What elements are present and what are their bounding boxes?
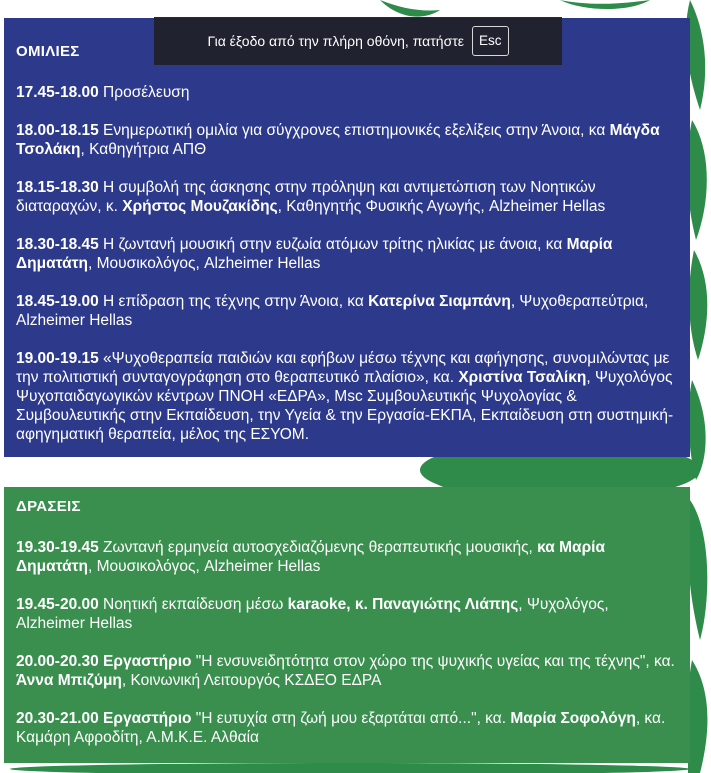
talk-time: 18.15-18.30 xyxy=(16,179,99,196)
talk-text: «Ψυχοθεραπεία παιδιών και εφήβων μέσω τέχνης και αφήγησης, συνομιλώντας με την πολιτιστική συνταγογράφηση στο θεραπευτικό πλαίσιο», κα. xyxy=(16,350,670,386)
action-time: 19.30-19.45 xyxy=(16,539,99,556)
action-time: 20.30-21.00 Εργαστήριο xyxy=(16,710,192,727)
talks-panel xyxy=(4,18,690,457)
foliage-blob xyxy=(10,763,690,773)
speaker-role: , Ψυχοθεραπεύτρια, Alzheimer Hellas xyxy=(16,293,649,329)
speaker-name: Μάγδα Τσολάκη xyxy=(16,122,660,158)
leaf-shape xyxy=(689,250,707,360)
speaker-name: Άννα Μπιζύμη xyxy=(16,672,122,689)
speaker-role: , Μουσικολόγος, Alzheimer Hellas xyxy=(88,558,321,575)
speaker-role: , Ψυχολόγος Ψυχοπαιδαγωγικών κέντρων ΠΝΟΗ «ΕΔΡΑ», Msc Συμβουλευτικής Ψυχολογίας & Συμβουλευτικής στην Εκπαίδευση, την Υγεία & την Εργασία-ΕΚΠΑ, Εκπαίδευση στη συστημική-αφηγηματική θεραπεία, μέλος της ΕΣΥΟΜ. xyxy=(16,369,674,443)
talk-text: Η συμβολή της άσκησης στην πρόληψη και αντιμετώπιση των Νοητικών διαταραχών, κ. xyxy=(16,179,596,215)
talk-text: Ενημερωτική ομιλία για σύγχρονες επιστημονικές εξελίξεις στην Άνοια, κα xyxy=(98,122,610,139)
fullscreen-exit-notice xyxy=(154,17,562,65)
talk-text: Προσέλευση xyxy=(98,84,190,101)
speaker-name: Μαρία Σοφολόγη xyxy=(510,710,636,727)
talk-time: 17.45-18.00 xyxy=(16,84,99,101)
action-text: "Η ενσυνειδητότητα στον χώρο της ψυχικής υγείας και της τέχνης", κα. xyxy=(191,653,675,670)
talk-text: Η ζωντανή μουσική στην ευζωία ατόμων τρίτης ηλικίας με άνοια, κα xyxy=(98,236,567,253)
speaker-role: , Ψυχολόγος, Alzheimer Hellas xyxy=(16,596,609,632)
talk-entry xyxy=(16,292,678,330)
action-text: "Η ευτυχία στη ζωή μου εξαρτάται από...", κα. xyxy=(191,710,511,727)
action-text: Ζωντανή ερμηνεία αυτοσχεδιαζόμενης θεραπευτικής μουσικής, xyxy=(98,539,538,556)
leaf-shape xyxy=(560,0,650,9)
talk-time: 18.00-18.15 xyxy=(16,122,99,139)
talk-text: Η επίδραση της τέχνης στην Άνοια, κα xyxy=(98,293,369,310)
speaker-name: Χρήστος Μουζακίδης xyxy=(122,198,278,215)
leaf-shape xyxy=(380,0,440,17)
esc-key-button[interactable]: Esc xyxy=(472,26,509,56)
talk-time: 18.30-18.45 xyxy=(16,236,99,253)
action-entry xyxy=(16,709,678,747)
talk-time: 18.45-19.00 xyxy=(16,293,99,310)
talks-section-title: ΟΜΙΛΙΕΣ xyxy=(16,43,80,60)
talk-entry xyxy=(16,349,678,444)
speaker-name: Κατερίνα Σιαμπάνη xyxy=(368,293,511,310)
leaf-shape xyxy=(688,500,708,640)
speaker-role: , Κοινωνική Λειτουργός ΚΣΔΕΟ ΕΔΡΑ xyxy=(121,672,382,689)
speaker-name: karaoke, κ. Παναγιώτης Λιάπης xyxy=(287,596,519,613)
fullscreen-message: Για έξοδο από την πλήρη οθόνη, πατήστε xyxy=(207,33,464,49)
actions-section-title: ΔΡΑΣΕΙΣ xyxy=(16,498,81,515)
talk-entry xyxy=(16,178,678,216)
leaf-shape xyxy=(687,120,707,240)
action-time: 19.45-20.00 xyxy=(16,596,99,613)
action-time: 20.00-20.30 Εργαστήριο xyxy=(16,653,192,670)
action-entry xyxy=(16,595,678,633)
talk-entry xyxy=(16,83,678,102)
speaker-role: , κα. Καμάρη Αφροδίτη, Α.Μ.Κ.Ε. Αλθαία xyxy=(16,710,666,746)
talk-entry xyxy=(16,121,678,159)
action-entry xyxy=(16,652,678,690)
actions-panel xyxy=(4,487,690,763)
speaker-role: , Μουσικολόγος, Alzheimer Hellas xyxy=(88,255,321,272)
speaker-role: , Καθηγήτρια ΑΠΘ xyxy=(80,141,207,158)
action-text: Νοητική εκπαίδευση μέσω xyxy=(98,596,288,613)
speaker-name: κα Μαρία Δηματάτη xyxy=(16,539,605,575)
leaf-shape xyxy=(688,660,708,773)
talk-time: 19.00-19.15 xyxy=(16,350,99,367)
action-entry xyxy=(16,538,678,576)
speaker-name: Χριστίνα Τσαλίκη xyxy=(458,369,587,386)
speaker-name: Μαρία Δηματάτη xyxy=(16,236,613,272)
speaker-role: , Καθηγητής Φυσικής Αγωγής, Alzheimer Hellas xyxy=(277,198,606,215)
talk-entry xyxy=(16,235,678,273)
